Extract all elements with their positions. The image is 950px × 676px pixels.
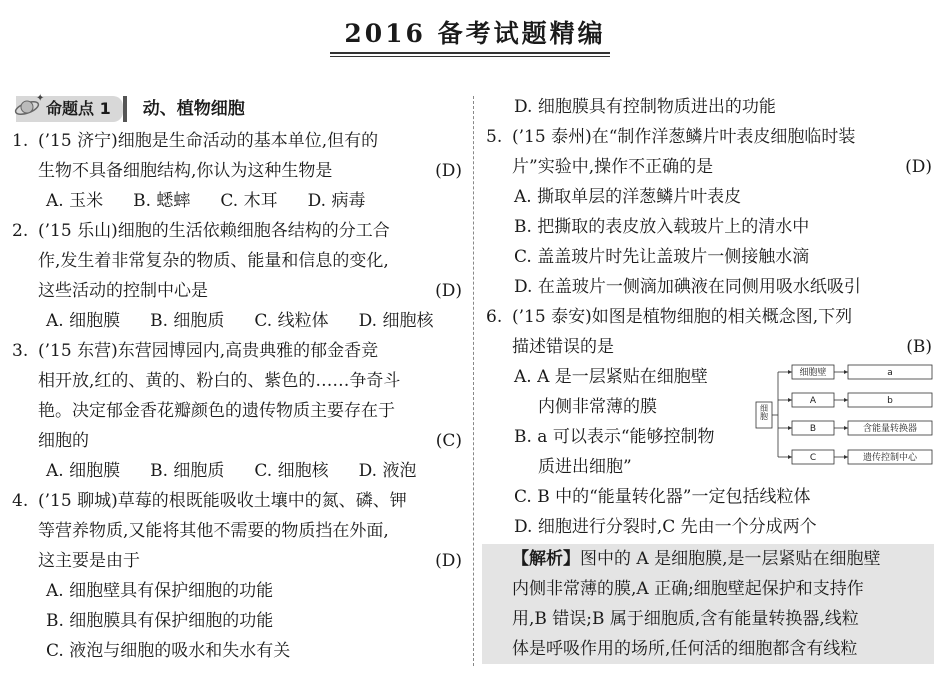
question-text: (’15 泰安)如图是植物细胞的相关概念图,下列 [512,307,853,327]
option-continued: 内侧非常薄的膜 [538,397,657,417]
analysis-tag: 【解析】 [512,549,580,569]
options-row [12,186,464,216]
header-rule [330,52,610,54]
diagram-target-label: b [887,396,893,406]
option: A. A 是一层紧贴在细胞壁 [514,367,708,387]
option: D. 细胞膜具有控制物质进出的功能 [514,97,776,117]
question-text-part: 生物不具备细胞结构,你认为这种生物是 [38,161,333,181]
topic-badge [16,93,123,122]
option: C. 盖盖玻片时先让盖玻片一侧接触水滴 [514,247,810,267]
question-text-part: 片”实验中,操作不正确的是 [512,157,714,177]
option: B. 细胞质 [150,311,225,331]
option: D. 在盖玻片一侧滴加碘液在同侧用吸水纸吸引 [514,277,861,297]
question-5 [486,122,934,182]
question-text: 等营养物质,又能将其他不需要的物质挡在外面, [38,521,389,541]
option: A. 细胞膜 [46,311,121,331]
option: B. 细胞质 [150,461,225,481]
question-text: (’15 东营)东营园博园内,高贵典雅的郁金香竞 [38,341,379,361]
option: C. 木耳 [220,191,278,211]
question-text-part: 细胞的 [38,431,89,451]
question-4 [12,486,464,576]
option: B. 细胞膜具有保护细胞的功能 [46,611,274,631]
question-text: (’15 聊城)草莓的根既能吸收土壤中的氮、磷、钾 [38,491,407,511]
question-text [38,426,464,456]
question-number: 2. [12,221,29,241]
question-text: 艳。决定郁金香花瓣颜色的遗传物质主要存在于 [38,401,395,421]
answer-mark: (B) [906,337,932,357]
option: D. 病毒 [307,191,366,211]
diagram-target-label: 遗传控制中心 [862,453,918,463]
diagram-root-label: 细胞 [759,404,769,420]
option: B. a 可以表示“能够控制物 [514,427,715,447]
diagram-target-label: 含能量转换器 [862,424,918,434]
option: C. 液泡与细胞的吸水和失水有关 [46,641,291,661]
question-1 [12,126,464,186]
header-title: 2016 备考试题精编 [344,19,606,48]
question-number: 5. [486,127,503,147]
header-rule-thin [330,56,610,57]
analysis-text: 图中的 A 是细胞膜,是一层紧贴在细胞壁 [580,549,881,569]
question-text: (’15 济宁)细胞是生命活动的基本单位,但有的 [38,131,379,151]
option: A. 撕取单层的洋葱鳞片叶表皮 [514,187,742,207]
question-text [512,152,934,182]
question-number: 3. [12,341,29,361]
question-3 [12,336,464,456]
option: D. 细胞进行分裂时,C 先由一个分成两个 [514,517,817,537]
question-text [38,276,464,306]
topic-name: 动、植物细胞 [142,99,245,119]
analysis-box [482,544,934,664]
question-number: 4. [12,491,29,511]
question-text: 相开放,红的、黄的、粉白的、紫色的……争奇斗 [38,371,401,391]
page-header [0,14,950,50]
question-text: 作,发生着非常复杂的物质、能量和信息的变化, [38,251,389,271]
planet-icon [14,92,44,122]
diagram-target-label: a [887,368,893,378]
analysis-line: 体是呼吸作用的场所,任何活的细胞都含有线粒 [512,639,858,659]
concept-diagram [754,364,934,466]
analysis-line: 内侧非常薄的膜,A 正确;细胞壁起保护和支持作 [512,579,864,599]
question-text: (’15 乐山)细胞的生活依赖细胞各结构的分工合 [38,221,390,241]
answer-mark: (D) [905,157,932,177]
option: C. 细胞核 [254,461,329,481]
question-6 [486,302,934,362]
option: D. 细胞核 [358,311,434,331]
option: B. 把撕取的表皮放入载玻片上的清水中 [514,217,810,237]
question-text-part: 描述错误的是 [512,337,614,357]
question-text-part: 这主要是由于 [38,551,140,571]
svg-text:✦: ✦ [36,93,44,104]
column-divider [473,96,474,666]
topic-bar [123,96,127,122]
question-number: 6. [486,307,503,327]
topic-badge-label: 命题点 1 [46,99,111,118]
left-column [12,92,464,666]
diagram-node-label: C [809,453,817,463]
question-text [512,332,934,362]
option: C. 线粒体 [254,311,329,331]
question-text-part: 这些活动的控制中心是 [38,281,208,301]
options-row [12,306,464,336]
answer-mark: (D) [435,551,462,571]
option: B. 蟋蟀 [133,191,191,211]
topic-header [16,92,464,126]
answer-mark: (C) [435,431,462,451]
option: A. 细胞膜 [46,461,121,481]
diagram-node-label: 细胞壁 [799,368,827,378]
diagram-node-label: B [809,424,817,434]
question-text: (’15 泰州)在“制作洋葱鳞片叶表皮细胞临时装 [512,127,856,147]
right-column [486,92,934,664]
question-text [38,156,464,186]
answer-mark: (D) [435,281,462,301]
option-continued: 质进出细胞” [538,457,632,477]
question-text [38,546,464,576]
option: A. 细胞壁具有保护细胞的功能 [46,581,274,601]
option: D. 液泡 [358,461,417,481]
diagram-node-label: A [809,396,817,406]
question-number: 1. [12,131,29,151]
options-row [12,456,464,486]
answer-mark: (D) [435,161,462,181]
option: A. 玉米 [46,191,104,211]
option: C. B 中的“能量转化器”一定包括线粒体 [514,487,811,507]
analysis-line [512,544,930,574]
analysis-line: 用,B 错误;B 属于细胞质,含有能量转换器,线粒 [512,609,859,629]
question-2 [12,216,464,306]
